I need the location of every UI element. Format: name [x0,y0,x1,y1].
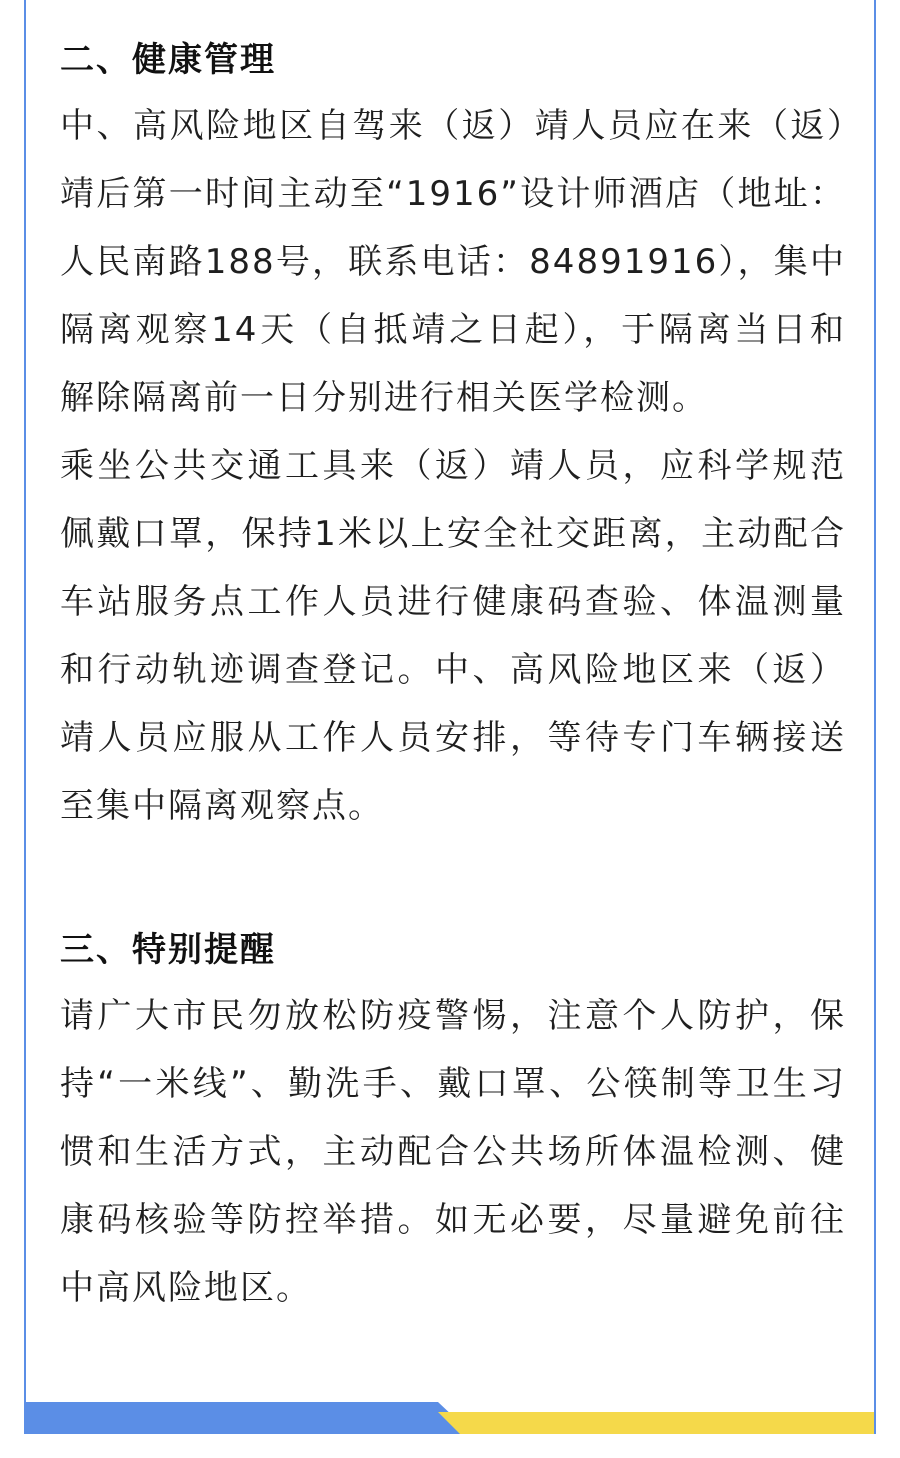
footer-blue-stripe [26,1402,472,1434]
section-paragraph: 乘坐公共交通工具来（返）靖人员，应科学规范佩戴口罩，保持1米以上安全社交距离，主动配合车站服务点工作人员进行健康码查验、体温测量和行动轨迹调查登记。中、高风险地区来（返）靖人员应服从工作人员安排，等待专门车辆接送至集中隔离观察点。 [60,446,846,826]
footer-yellow-stripe [438,1412,876,1434]
footer-stripe-graphic [26,1400,876,1434]
notice-card [24,0,876,1434]
section-paragraph: 中、高风险地区自驾来（返）靖人员应在来（返）靖后第一时间主动至“1916”设计师酒店（地址：人民南路188号，联系电话：84891916），集中隔离观察14天（自抵靖之日起），于隔离当日和解除隔离前一日分别进行相关医学检测。 [60,106,846,418]
section-spacer [60,840,846,918]
section-health-management [60,28,846,840]
decorative-footer-bar [26,1400,876,1434]
section-paragraph: 请广大市民勿放松防疫警惕，注意个人防护，保持“一米线”、勤洗手、戴口罩、公筷制等卫生习惯和生活方式，主动配合公共场所体温检测、健康码核验等防控举措。如无必要，尽量避免前往中高风险地区。 [60,996,846,1308]
section-special-reminder [60,918,846,1322]
notice-content [60,28,846,1322]
section-heading: 三、特别提醒 [60,930,276,970]
section-heading: 二、健康管理 [60,40,276,80]
